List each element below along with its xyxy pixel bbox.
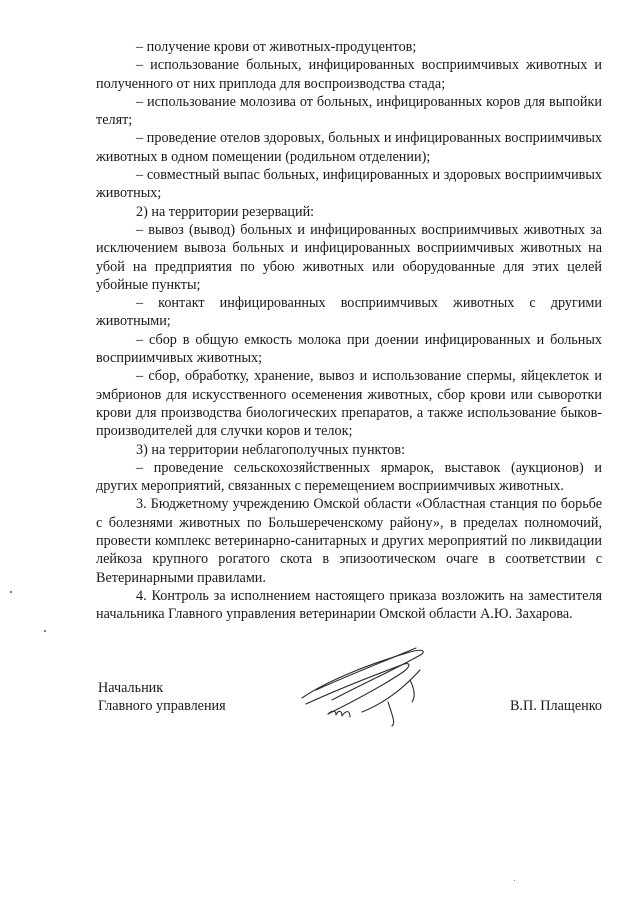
scan-speck: [10, 591, 12, 593]
paragraph: – проведение отелов здоровых, больных и инфицированных восприимчивых животных в одном помещении (родильном отделении);: [96, 130, 602, 165]
paragraph: 3) на территории неблагополучных пунктов:: [136, 441, 406, 458]
paragraph: – контакт инфицированных восприимчивых животных с другими животными;: [96, 295, 602, 330]
paragraph: – использование молозива от больных, инфицированных коров для выпойки телят;: [96, 93, 602, 129]
paragraph: – использование больных, инфицированных восприимчивых животных и полученного от них приплода для воспроизводства стада;: [96, 57, 602, 92]
signatory-title-line: Начальник: [98, 680, 164, 696]
handwritten-signature: [292, 640, 442, 730]
signatory-title-line: Главного управления: [98, 698, 226, 715]
paragraph: 4. Контроль за исполнением настоящего приказа возложить на заместителя начальника Главного управления ветеринарии Омской области А.Ю. Захарова.: [96, 587, 602, 623]
paragraph: – совместный выпас больных, инфицированных и здоровых восприимчивых животных;: [96, 167, 602, 202]
scan-speck: [44, 630, 46, 632]
signatory-name: В.П. Плащенко: [509, 698, 602, 714]
signatory-title: [98, 679, 226, 716]
scan-speck: [514, 880, 515, 881]
paragraph: – сбор, обработку, хранение, вывоз и использование спермы, яйцеклеток и эмбрионов для искусственного осеменения животных, сбор крови или сыворотки крови для производства биологических препаратов, а также использование быков-производителей для случки коров и телок;: [96, 368, 602, 440]
paragraph: – получение крови от животных-продуцентов;: [136, 39, 417, 55]
paragraph: 2) на территории резерваций:: [136, 203, 315, 220]
paragraph: – вывоз (вывод) больных и инфицированных восприимчивых животных за исключением вывоза больных и инфицированных восприимчивых животных на убой на предприятия по убою животных или оборудованные для этих целей убойные пункты;: [96, 221, 602, 293]
paragraph: 3. Бюджетному учреждению Омской области «Областная станция по борьбе с болезнями животных по Большереченскому району», в пределах полномочий, провести комплекс ветеринарно-санитарных и других мероприятий по ликвидации лейкоза крупного рогатого скота в эпизоотическом очаге в соответствии с Ветеринарными правилами.: [96, 496, 602, 586]
paragraph: – сбор в общую емкость молока при доении инфицированных и больных восприимчивых животных;: [96, 331, 602, 367]
document-body: [96, 38, 602, 624]
paragraph: – проведение сельскохозяйственных ярмарок, выставок (аукционов) и других мероприятий, связанных с перемещением восприимчивых животных.: [96, 459, 602, 495]
